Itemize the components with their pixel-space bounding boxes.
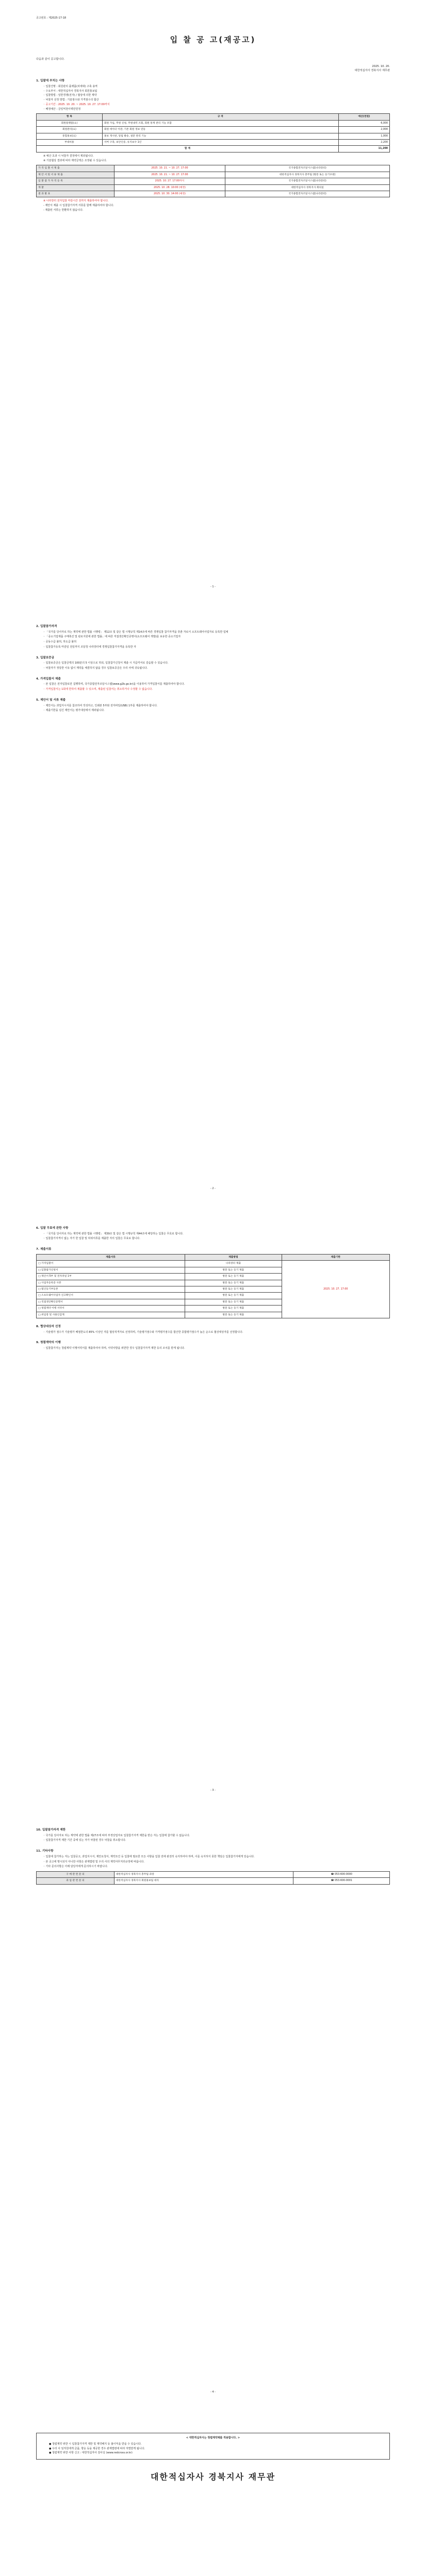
table-cell: 통합홍보(요) [37,133,103,139]
table-header: 항 목 [37,114,103,120]
table-row [37,1878,390,1884]
page-1 [0,0,426,602]
paragraph: ◦ 가격입찰서는 1회에 한하여 제출할 수 있으며, 제출된 입찰서는 취소하거나 수정할 수 없습니다. [43,688,153,691]
table-cell: □ 사업자등록증 사본 [37,1280,185,1286]
table-cell: 2025. 10. 28. 10:00 (예정) [114,184,225,191]
page-3 [0,1204,426,1805]
table-cell: □ 위임장 및 사용인감계 [37,1312,185,1318]
paragraph: ◦ 국가를 당사자로 하는 계약에 관한 법률 제27조에 따라 부정당업자로 입찰참가자격 제한을 받은 자는 입찰에 참가할 수 없습니다. [43,1834,190,1837]
paragraph: ◦ 입찰에 참가하는 자는 입찰공고, 과업지시서, 제안요청서, 계약조건 등 입찰에 필요한 모든 사항을 입찰 전에 완전히 숙지하여야 하며, 이를 숙지하지 못한 책임은 입찰참가자에게 있습니다. [43,1855,255,1858]
list-item: ◦ 낙찰자 선정 방법 : 기술점수와 가격점수의 합산 [43,98,99,102]
table-header: 제출방법 [185,1254,282,1260]
table-cell: 나라장터 제출 [185,1261,282,1267]
page-number: - 4 - [210,2391,216,2394]
notice-line: ● 청렴계약 위반 시 입찰참가자격 제한 및 계약해지 등 불이익을 받을 수 있습니다. [49,2442,142,2446]
table-cell: □ 직접생산확인증명서 [37,1299,185,1305]
page-number: - 3 - [210,1789,216,1792]
table-row [37,1872,390,1878]
total-value: 11,200 [338,146,389,152]
list-item: ◦ 수요부서 : 대한적십자사 경북지사 회원홍보팀 [43,89,97,93]
paragraph: ◦ 입찰참가자격이 없는 자가 한 입찰 및 허위서류를 제출한 자의 입찰은 무효로 합니다. [43,1237,140,1241]
table-row [37,165,390,172]
table-cell: 2,000 [338,127,389,133]
date-line: 2025. 10. 20. [372,65,390,69]
warning-text: ※ 나라장터 전자입찰 마감시간 전까지 제출하여야 합니다. [43,199,109,203]
table-row [37,178,390,184]
table-header: 제출서류 [37,1254,185,1260]
warning-text: - 제안서 제출 시 입찰참가자격 서류를 함께 제출하여야 합니다. [43,204,114,208]
table-cell: □ 입찰참가신청서 [37,1267,185,1273]
table-cell: 회원플랫폼(요) [37,120,103,126]
table-cell: 방문 또는 등기 제출 [185,1312,282,1318]
table-row [37,1261,390,1267]
table-cell: 방문 또는 등기 제출 [185,1293,282,1299]
list-item: ◦ 입찰건명 : 회원관리 플랫폼(차세대) 구축 용역 [43,84,98,88]
table-cell: 회원 데이터 이관, 기존 회원 정보 연동 [102,127,338,133]
table-cell: 부대비용 [37,140,103,146]
table-cell: □ 청렴계약 이행 서약서 [37,1306,185,1312]
paragraph: ◦ 입찰참가자격 제한 기간 중에 있는 자가 낙찰된 경우 낙찰을 취소합니다. [43,1839,126,1842]
paragraph: ◦ 본 입찰은 전자입찰로만 집행하며, 국가종합전자조달시스템(www.g2b.go.kr)을 이용하여 가격입찰서를 제출하여야 합니다. [43,683,185,686]
contact-table [36,1871,390,1885]
table-row [37,140,390,146]
paragraph: ◦ 공동수급 불허, 하도급 불허 [43,640,77,644]
table-row [37,120,390,126]
list-item: ◦ 입찰방법 : 일반경쟁(전자) / 협상에 의한 계약 [43,94,97,97]
paragraph: ◦ 「국가를 당사자로 하는 계약에 관한 법률 시행령」 제39조 및 같은 법 시행규칙 제44조에 해당하는 입찰은 무효로 합니다. [43,1232,184,1235]
lead-text: 다음과 같이 공고합니다. [36,58,65,61]
note: ※ 기술협상 결과에 따라 계약금액은 조정될 수 있습니다. [43,159,107,162]
section-heading: 1. 입찰에 부치는 사항 [36,79,65,83]
section-heading: 4. 가격입찰서 제출 [36,677,61,681]
table-cell: 과 업 관 련 문 의 [37,1878,114,1884]
paragraph: ◦ 제출기한을 넘긴 제안서는 평가대상에서 제외됩니다. [43,709,105,713]
issuer-line: 대한적십자사 경북지사 재무관 [354,69,390,73]
table-cell: 서버 구축, 보안인증, 유지보수 1년 [102,140,338,146]
table-cell: 2025. 10. 27. 17:00까지 [114,178,225,184]
notice-line: ● 청렴계약 위반 사항 신고 : 대한적십자사 감사실 (www.redcross.or.kr) [49,2451,133,2455]
table-header: 제출기한 [282,1254,389,1260]
table-cell: 2025. 10. 21. ~ 10. 27. 17:00 [114,172,225,178]
section-heading: 9. 청렴계약의 이행 [36,1341,61,1345]
section-heading: 10. 입찰참가자격 제한 [36,1828,66,1832]
table-cell: 개 찰 [37,184,114,191]
table-row [37,191,390,197]
table-cell: 방문 또는 등기 제출 [185,1267,282,1273]
table-row [37,172,390,178]
section-heading: 3. 입찰보증금 [36,656,54,659]
table-cell: 회원 가입, 후원 신청, 후원내역 조회, 회원 통계 관리 기능 포함 [102,120,338,126]
paragraph: ◦ 기술평가 점수가 기술평가 배점한도의 85% 이상인 자를 협상적격자로 선정하며, 기술평가점수와 가격평가점수를 합산한 종합평가점수가 높은 순으로 협상대상자를 선정합니다. [43,1330,243,1334]
paragraph: ◦ 「국가를 당사자로 하는 계약에 관한 법률 시행령」 제12조 및 같은 법 시행규칙 제14조에 따른 경쟁입찰 참가자격을 갖춘 자로서 소프트웨어사업자로 등록한 업체 [43,630,228,634]
table-cell: 방문 또는 등기 제출 [185,1299,282,1305]
table-cell: 방문 또는 등기 제출 [185,1306,282,1312]
list-item: ◦ 배정예산 : 금일억천이백만원정 [43,107,81,111]
table-cell: 국가종합전자조달시스템(나라장터) [225,191,390,197]
table-cell: 2025. 10. 21. ~ 10. 27. 17:00 [114,165,225,172]
section-heading: 2. 입찰참가자격 [36,625,57,628]
table-cell: 방문 또는 등기 제출 [185,1280,282,1286]
table-cell: 2,200 [338,140,389,146]
table-cell: 홍보 게시판, 알림 발송, 설문 관리 기능 [102,133,338,139]
section-heading: 5. 제안서 및 서류 제출 [36,698,66,702]
table-cell: □ 제안서 5부 및 전자파일 1부 [37,1274,185,1280]
list-item: ◦ 공고기간 : 2025. 10. 20. ~ 2025. 10. 27. 17:00까지 [43,103,110,106]
table-cell: 방문 또는 등기 제출 [185,1274,282,1280]
table-row [37,127,390,133]
paragraph: ◦ 입찰보증금은 입찰금액의 100분의 5 이상으로 하되, 입찰참가신청서 제출 시 지급각서로 갈음할 수 있습니다. [43,662,169,665]
table-cell: 대한적십자사 경북지사 회의실 [225,184,390,191]
table-row [37,184,390,191]
notice-line: ● 우리 사 임직원에게 금품, 향응 등을 제공한 경우 관계법령에 따라 처벌받게 됩니다. [49,2447,145,2450]
page-title: 입 찰 공 고(재공고) [170,35,256,44]
table-cell: 1,000 [338,133,389,139]
schedule-table [36,165,390,197]
organization-signature: 대한적십자사 경북지사 재무관 [150,2472,276,2482]
page-number: - 2 - [210,1187,216,1191]
table-cell: 구 매 관 련 문 의 [37,1872,114,1878]
table-cell: □ 가격입찰서 [37,1261,185,1267]
table-cell: 2025. 10. 27. 17:00 [282,1261,389,1318]
table-cell: □ 법인등기부등본 [37,1286,185,1292]
table-cell: 방문 또는 등기 제출 [185,1286,282,1292]
notice-title: < 대한적십자사는 청렴계약제를 적용합니다. > [186,2436,240,2439]
table-cell: 제 안 서 및 서 류 제 출 [37,172,114,178]
section-heading: 6. 입찰 무효에 관한 사항 [36,1227,69,1230]
table-cell: 회원관리(요) [37,127,103,133]
page-number: - 1 - [210,585,216,589]
table-total-row [37,146,390,152]
table-cell: ☎ 053-600-0000 [293,1872,390,1878]
table-cell: 대한적십자사 경북지사 회원홍보팀 대리 [114,1878,293,1884]
section-heading: 8. 협상대상자 선정 [36,1325,61,1329]
integrity-notice [36,2433,390,2460]
page-4 [0,1805,426,2407]
table-cell: ☎ 053-600-0001 [293,1878,390,1884]
paragraph: ◦ 입찰참가등록 마감일 전일까지 조달청 나라장터에 경쟁입찰참가자격을 등록한 자 [43,645,136,649]
paragraph: ◦ 낙찰자가 정당한 이유 없이 계약을 체결하지 않을 경우 입찰보증금은 우리 사에 귀속됩니다. [43,667,148,670]
table-cell: 2025. 10. 30. 14:00 (예정) [114,191,225,197]
table-cell: 국가종합전자조달시스템(나라장터) [225,178,390,184]
table-cell: 대한적십자사 경북지사 총무팀 과장 [114,1872,293,1878]
paragraph: ◦ 입찰참가자는 청렴계약 이행서약서를 제출하여야 하며, 서약사항을 위반한 경우 입찰참가자격 제한 등의 조치를 받게 됩니다. [43,1347,185,1350]
paragraph: ◦ 「중소기업제품 구매촉진 및 판로지원에 관한 법률」에 따른 직접생산확인증명서(소프트웨어 개발)를 보유한 중소기업자 [43,635,181,639]
section-heading: 7. 제출서류 [36,1248,52,1251]
table-cell: 결 과 발 표 [37,191,114,197]
table-header: 규 격 [102,114,338,120]
table-cell: 입 찰 참 가 자 격 등 록 [37,178,114,184]
section-heading: 11. 기타사항 [36,1850,54,1853]
table-cell: 6,000 [338,120,389,126]
paragraph: ◦ 본 공고에 명시되지 아니한 사항은 관계법령 및 우리 사의 계약사무처리규정에 따릅니다. [43,1860,144,1863]
warning-text: - 제출된 서류는 반환하지 않습니다. [43,208,84,212]
document-number: 공고번호 : 제2025-17-18 [36,16,67,20]
note: ※ 예산 초과 시 낙찰자 결정에서 제외됩니다. [43,154,94,158]
paragraph: ◦ 제안서는 과업지시서를 참조하여 작성하고, 인쇄본 5부와 전자파일(USB) 1부를 제출하여야 합니다. [43,704,158,707]
table-cell: 가 격 입 찰 서 제 출 [37,165,114,172]
table-cell: □ 소프트웨어사업자 신고확인서 [37,1293,185,1299]
table-header: 예산(천원) [338,114,389,120]
budget-table [36,113,390,152]
table-cell: 대한적십자사 경북지사 총무팀 (방문 또는 등기우편) [225,172,390,178]
total-label: 합 계 [37,146,339,152]
page-2 [0,602,426,1204]
page-5 [0,2407,426,2576]
documents-table [36,1254,390,1318]
table-cell: 국가종합전자조달시스템(나라장터) [225,165,390,172]
paragraph: ◦ 기타 문의사항은 아래 담당자에게 문의하시기 바랍니다. [43,1865,108,1869]
table-row [37,133,390,139]
